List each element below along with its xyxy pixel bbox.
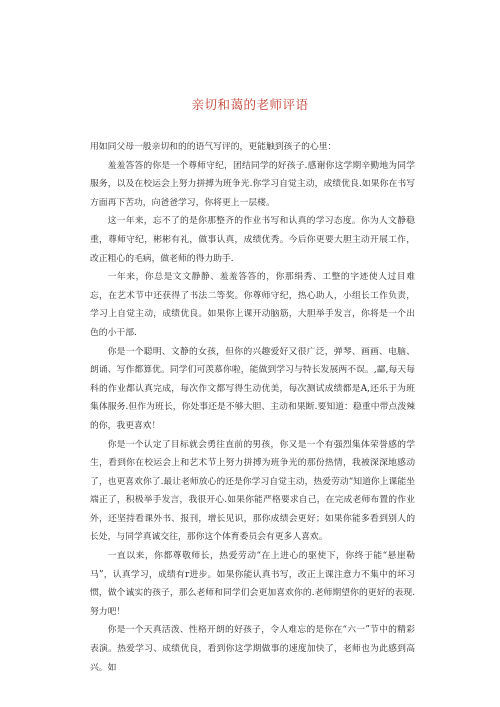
- document-body: [90, 138, 415, 677]
- comment-paragraph: 你是一个聪明、文静的女孩，但你的兴趣爱好又很广泛，弹琴、画画、电脑、朗诵、写作都算优。同学们可羡慕你啦，能做到学习与特长发展两不误。,酃,每天每科的作业都认真完成，每次作文都写得生动优美，每次测试成绩都是A,还乐于为班集体服务.但作为班长，你处事还是不够大胆、主动和果断.要知道：稳重中带点泼辣的你，我更喜欢！: [90, 346, 415, 431]
- intro-paragraph: 用如同父母一般亲切和的的语气写评的，更能触到孩子的心里：: [90, 142, 337, 152]
- comment-paragraph: 羞羞答答的你是一个尊师守纪，团结同学的好孩子.感谢你这学期辛勤地为同学服务，以及在校运会上努力拼搏为班争光.你学习自觉主动，成绩优良.如果你在书写方面再下苦功，向爸爸学习，你将更上一层楼。: [90, 160, 415, 208]
- comment-paragraph: 一直以来，你都尊敬师长，热爱劳动“在上进心的驱使下，你终于能“悬崖勒马”，认真学习，成绩有r进步。如果你能认真书写，改正上课注意力不集中的坏习惯，做个诚实的孩子，那么老师和同学们会更加喜欢你的.老师期望你的更好的表现.努力吧！: [90, 551, 415, 617]
- comment-paragraph: 你是一个认定了目标就会勇往直前的男孩，你又是一个有强烈集体荣誉感的学生，看到你在校运会上和艺术节上努力拼搏为班争光的那份热情，我被深深地感动了，也更喜欢你了.最让老师放心的还是你学习自觉主动，热爱劳动“知道你上课能坐端正了，积极举手发言，我很开心.如果你能严格要求自己，在完成老师布置的作业外，还坚持看课外书、报刊，增长见识，那你成绩会更好；如果你能多看到别人的长处，与同学真诚交往，那你这个体育委员会有更多人喜欢。: [90, 439, 415, 543]
- comment-paragraph: 这一年来，忘不了的是你那整齐的作业书写和认真的学习态度。你为人文静稳重，尊师守纪，彬彬有礼，做事认真，成绩优秀。今后你更要大胆主动开展工作，改正粗心的毛病，做老师的得力助手.: [90, 216, 415, 264]
- comment-paragraph: 一年来，你总是文文静静、羞羞答答的，你那绢秀、工整的字迹使人过目难忘，在艺术节中还获得了书法二等奖。你尊师守纪，热心助人，小组长工作负责，学习上自觉主动，成绩优良。如果你上课开动脑筋，大胆举手发言，你将是一个出色的小干部.: [90, 272, 415, 338]
- comment-paragraph: 你是一个天真活泼、性格开朗的好孩子，令人难忘的是你在“六一”节中的精彩表演。热爱学习、成绩优良，看到你这学期做事的速度加快了，老师也为此感到高兴。如: [90, 625, 415, 673]
- document-title: 亲切和蔼的老师评语: [191, 97, 309, 112]
